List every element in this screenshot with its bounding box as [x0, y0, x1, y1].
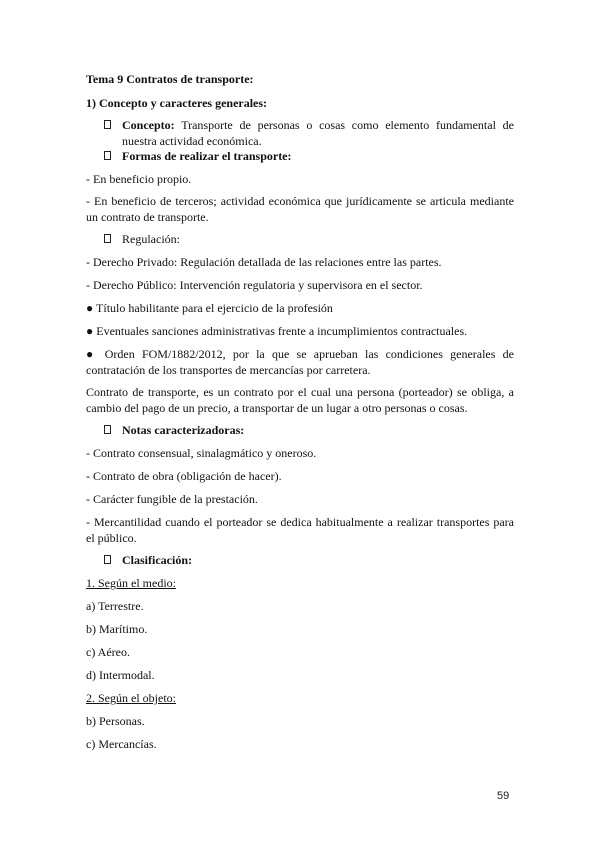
bullet-concepto: [104, 118, 514, 149]
segun-objeto: 2. Según el objeto:: [86, 691, 176, 705]
checkbox-icon: [104, 555, 111, 564]
concepto-text: Transporte de personas o cosas como elemento fundamental de nuestra actividad económica.: [122, 118, 514, 148]
bullet-formas: [104, 149, 514, 165]
checkbox-icon: [104, 120, 111, 129]
page-number: 59: [497, 790, 510, 802]
clasificacion-label: Clasificación:: [122, 553, 192, 567]
beneficio-propio: - En beneficio propio.: [86, 172, 192, 186]
beneficio-terceros: - En beneficio de terceros; actividad económica que jurídicamente se articula mediante un contrato de transporte.: [86, 194, 514, 224]
formas-label: Formas de realizar el transporte:: [122, 149, 292, 163]
intermodal: d) Intermodal.: [86, 668, 155, 682]
orden-fom: ● Orden FOM/1882/2012, por la que se aprueban las condiciones generales de contratación de los transportes de mercancías por carretera.: [86, 347, 514, 377]
derecho-publico: - Derecho Público: Intervención regulatoria y supervisora en el sector.: [86, 278, 423, 292]
bullet-notas: [104, 423, 514, 439]
concepto-label: Concepto:: [122, 118, 175, 132]
contrato-obra: - Contrato de obra (obligación de hacer).: [86, 469, 282, 483]
derecho-privado: - Derecho Privado: Regulación detallada de las relaciones entre las partes.: [86, 255, 442, 269]
checkbox-icon: [104, 425, 111, 434]
aereo: c) Aéreo.: [86, 645, 130, 659]
mercancias: c) Mercancías.: [86, 737, 157, 751]
subheading: 1) Concepto y caracteres generales:: [86, 96, 268, 110]
checkbox-icon: [104, 234, 111, 243]
mercantilidad: - Mercantilidad cuando el porteador se dedica habitualmente a realizar transportes para el público.: [86, 515, 514, 545]
maritimo: b) Marítimo.: [86, 622, 148, 636]
segun-medio: 1. Según el medio:: [86, 576, 176, 590]
definicion: Contrato de transporte, es un contrato por el cual una persona (porteador) se obliga, a cambio del pago de un precio, a transportar de un lugar a otro personas o cosas.: [86, 385, 514, 415]
consensual: - Contrato consensual, sinalagmático y oneroso.: [86, 446, 317, 460]
notas-label: Notas caracterizadoras:: [122, 423, 245, 437]
heading: Tema 9 Contratos de transporte:: [86, 72, 254, 86]
titulo-habilitante: ● Título habilitante para el ejercicio de la profesión: [86, 301, 333, 315]
fungible: - Carácter fungible de la prestación.: [86, 492, 258, 506]
checkbox-icon: [104, 151, 111, 160]
terrestre: a) Terrestre.: [86, 599, 144, 613]
bullet-clasificacion: [104, 553, 514, 569]
regulacion-label: Regulación:: [122, 232, 180, 246]
personas: b) Personas.: [86, 714, 145, 728]
bullet-regulacion: [104, 232, 514, 248]
sanciones: ● Eventuales sanciones administrativas frente a incumplimientos contractuales.: [86, 324, 468, 338]
